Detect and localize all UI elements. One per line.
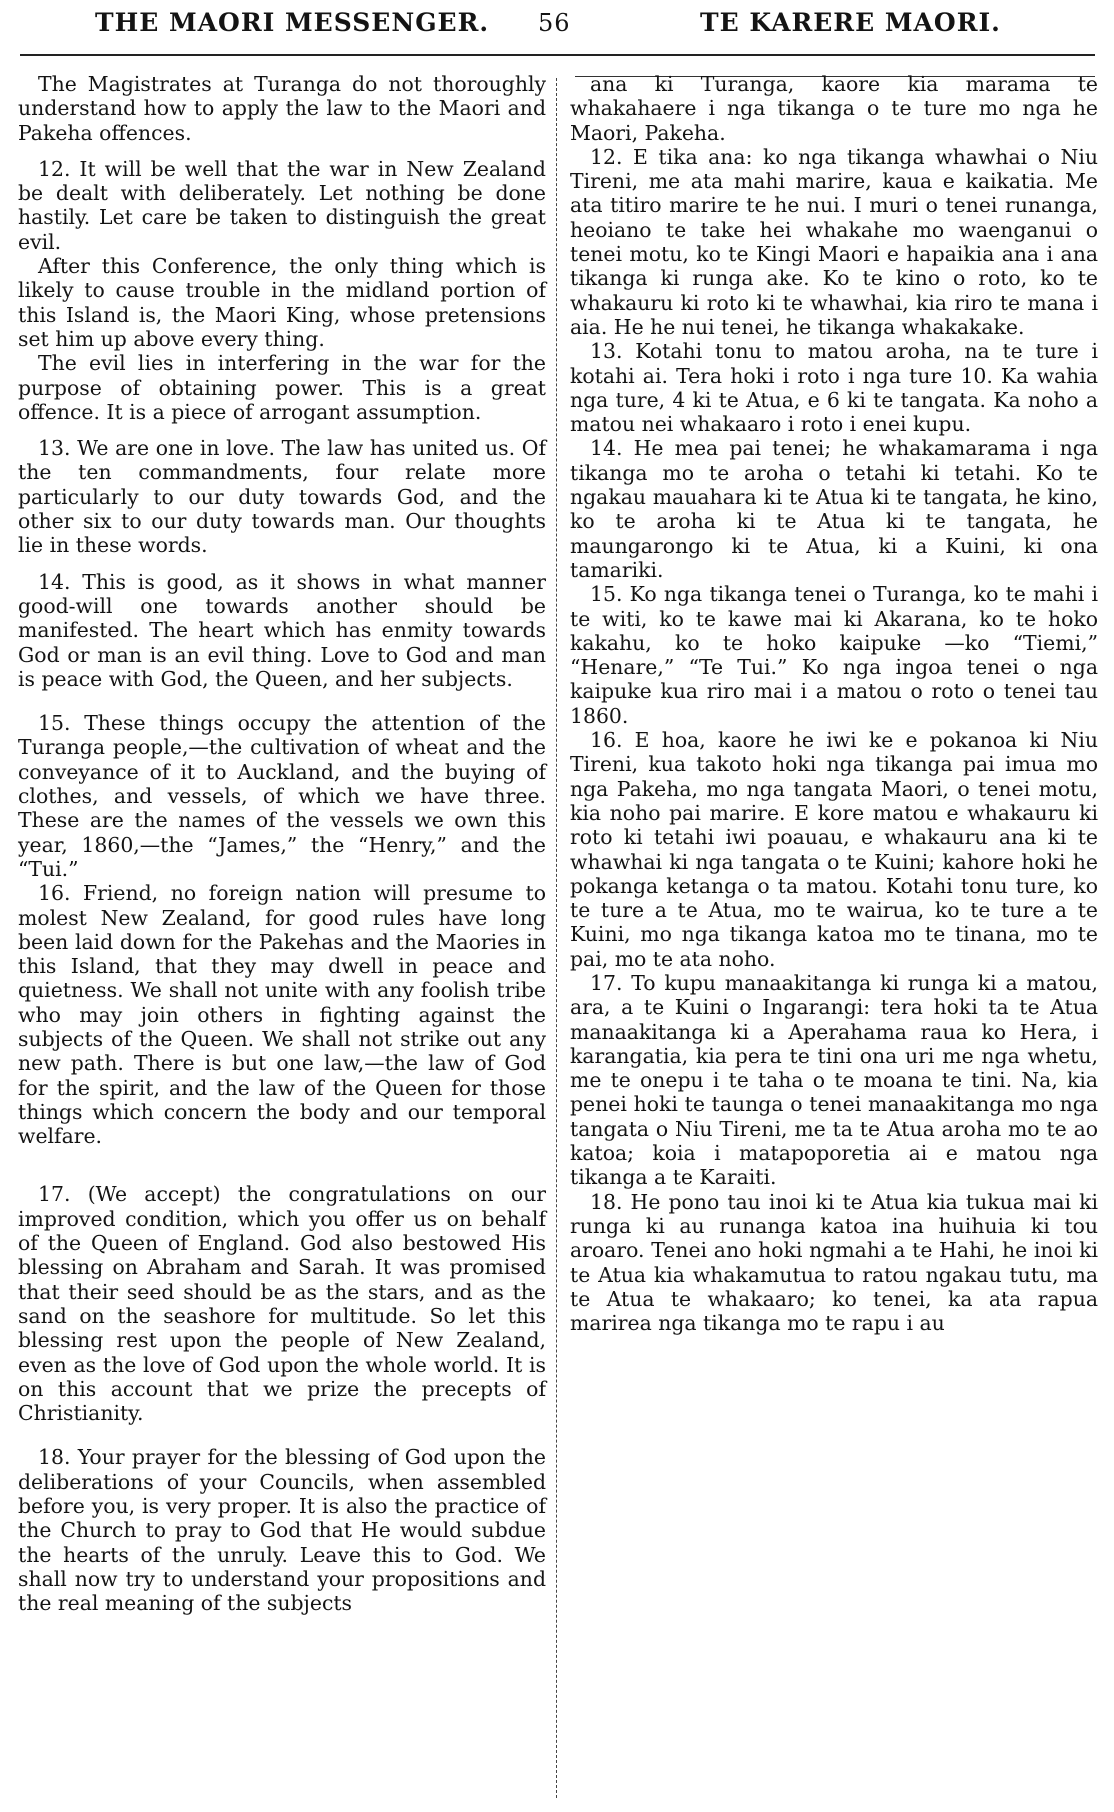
maori-paragraph-16: 16. E hoa, kaore he iwi ke e pokanoa ki Niu Tireni, kua takoto hoki nga tikanga pai imua mo nga Pakeha, mo nga tangata Maori, o tenei motu, kia noho pai marire. E kore matou e whakauru ki roto ki tetahi iwi poauau, e whakauru ana ki te whawhai ki nga tangata o te Kuini; kahore hoki he pokanga ketanga o ta matou. Kotahi tonu ture, ko te ture a te Atua, mo te wairua, ko te ture a te Kuini, mo nga tikanga katoa mo te tinana, mo te pai, mo te ata noho. [570,728,1098,971]
english-paragraph-12c: The evil lies in interfering in the war for the purpose of obtaining power. This is a great offence. It is a piece of arrogant assumption. [18,351,546,424]
english-paragraph-15: 15. These things occupy the attention of the Turanga people,—the cultivation of wheat and the conveyance of it to Auckland, and the buying of clothes, and vessels, of which we have three. These are the names of the vessels we own this year, 1860,—the “James,” the “Henry,” and the “Tui.” [18,711,546,881]
maori-intro: ana ki Turanga, kaore kia marama te whakahaere i nga tikanga o te ture mo nga he Maori, Pakeha. [570,72,1098,145]
english-paragraph-13: 13. We are one in love. The law has united us. Of the ten commandments, four relate more particularly to our duty towards God, and the other six to our duty towards man. Our thoughts lie in these words. [18,436,546,558]
english-paragraph-17: 17. (We accept) the congratulations on our improved condition, which you offer us on behalf of the Queen of England. God also bestowed His blessing on Abraham and Sarah. It was promised that their seed should be as the stars, and as the sand on the seashore for multitude. So let this blessing rest upon the people of New Zealand, even as the love of God upon the whole world. It is on this account that we prize the precepts of Christianity. [18,1182,546,1426]
english-paragraph-16: 16. Friend, no foreign nation will presume to molest New Zealand, for good rules have long been laid down for the Pakehas and the Maories in this Island, that they may dwell in peace and quietness. We shall not unite with any foolish tribe who may join others in fighting against the subjects of the Queen. We shall not strike out any new path. There is but one law,—the law of God for the spirit, and the law of the Queen for those things which concern the body and our temporal welfare. [18,881,546,1149]
page-header [0,0,1114,54]
page-number: 56 [538,9,571,37]
maori-masthead: TE KARERE MAORI. [700,8,1001,37]
maori-paragraph-18: 18. He pono tau inoi ki te Atua kia tukua mai ki runga ki au runanga katoa ina huihuia ki tou aroaro. Tenei ano hoki ngmahi a te Hahi, he inoi ki te Atua kia whakamutua to ratou ngakau tutu, ma te Atua te whakaaro; ko tenei, ka ata rapua marirea nga tikanga mo te rapu i au [570,1189,1098,1336]
english-column [18,72,546,1616]
english-intro: The Magistrates at Turanga do not thoroughly understand how to apply the law to the Maori and Pakeha offences. [18,72,546,145]
maori-paragraph-13: 13. Kotahi tonu to matou aroha, na te ture i kotahi ai. Tera hoki i roto i nga ture 10. Ka wahia nga ture, 4 ki te Atua, e 6 ki te tangata. Ka noho a matou nei whakaaro i roto i enei kupu. [570,339,1098,437]
maori-paragraph-14: 14. He mea pai tenei; he whakamarama i nga tikanga mo te aroha o tetahi ki tetahi. Ko te ngakau mauahara ki te Atua ki te tangata, he kino, ko te aroha ki te Atua ki te tangata, he maungarongo ki te Atua, ki a Kuini, ki ona tamariki. [570,436,1098,582]
english-masthead: THE MAORI MESSENGER. [95,8,490,37]
maori-paragraph-15: 15. Ko nga tikanga tenei o Turanga, ko te mahi i te witi, ko te kawe mai ki Akarana, ko te hoko kakahu, ko te hoko kaipuke —ko “Tiemi,” “Henare,” “Te Tui.” Ko nga ingoa tenei o nga kaipuke kua riro mai i a matou o roto o tenei tau 1860. [570,582,1098,728]
english-paragraph-14: 14. This is good, as it shows in what manner good-will one towards another should be manifested. The heart which has enmity towards God or man is an evil thing. Love to God and man is peace with God, the Queen, and her subjects. [18,569,546,691]
column-divider [556,78,558,1798]
maori-column [570,72,1098,1335]
header-rule [20,54,1095,56]
maori-paragraph-12: 12. E tika ana: ko nga tikanga whawhai o Niu Tireni, me ata mahi marire, kaua e kaikatia. Me ata titiro marire te he nui. I muri o tenei runanga, heoiano te take hei whakahe mo waenganui o tenei motu, ko te Kingi Maori e hapaikia ana i ana tikanga ki runga ake. Ko te kino o roto, ko te whakauru ki roto ki te whawhai, kia riro te mana i aia. He he nui tenei, he tikanga whakakake. [570,144,1098,339]
maori-paragraph-17: 17. To kupu manaakitanga ki runga ki a matou, ara, a te Kuini o Ingarangi: tera hoki ta te Atua manaakitanga ki a Aperahama raua ko Hera, i karangatia, kia pera te tini ona uri me nga whetu, me te onepu i te taha o te moana te tini. Na, kia penei hoki te taunga o tenei manaakitanga mo nga tangata o Niu Tireni, me ta te Atua aroha mo te ao katoa; koia i matapoporetia ai e matou nga tikanga a te Karaiti. [570,970,1098,1190]
english-paragraph-18: 18. Your prayer for the blessing of God upon the deliberations of your Councils, when assembled before you, is very proper. It is also the practice of the Church to pray to God that He would subdue the hearts of the unruly. Leave this to God. We shall now try to understand your propositions and the real meaning of the subjects [18,1445,546,1616]
english-paragraph-12b: After this Conference, the only thing which is likely to cause trouble in the midland portion of this Island is, the Maori King, whose pretensions set him up above every thing. [18,254,546,351]
english-paragraph-12: 12. It will be well that the war in New Zealand be dealt with deliberately. Let nothing be done hastily. Let care be taken to distinguish the great evil. [18,156,546,254]
